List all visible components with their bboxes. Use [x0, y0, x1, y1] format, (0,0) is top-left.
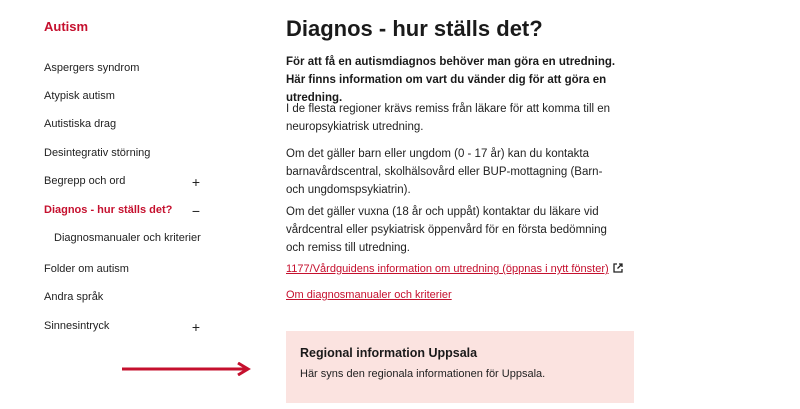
link-diagnosmanualer[interactable]: Om diagnosmanualer och kriterier — [286, 289, 452, 301]
collapse-minus-icon[interactable]: − — [191, 203, 201, 219]
sidebar-subitem-diagnosmanualer[interactable]: Diagnosmanualer och kriterier — [54, 232, 201, 244]
sidebar-item-atypisk-autism[interactable]: Atypisk autism — [44, 90, 115, 102]
lead-paragraph: För att få en autismdiagnos behöver man göra en utredning. Här finns information om vart du vänder dig för att göra en utredning. — [286, 56, 616, 104]
external-link-icon — [613, 263, 623, 273]
sidebar-item-begrepp[interactable]: Begrepp och ord — [44, 175, 126, 187]
sidebar-item-desintegrativ[interactable]: Desintegrativ störning — [44, 147, 151, 159]
body-paragraph: Om det gäller barn eller ungdom (0 - 17 år) kan du kontakta barnavårdscentral, skolhälsovård eller BUP-mottagning (Barn- och ungdomspsykiatrin). — [286, 148, 603, 196]
regional-title: Regional information Uppsala — [300, 346, 478, 360]
sidebar-item-aspergers[interactable]: Aspergers syndrom — [44, 62, 140, 74]
expand-plus-icon[interactable]: + — [191, 319, 201, 335]
expand-plus-icon[interactable]: + — [191, 174, 201, 190]
body-paragraph: I de flesta regioner krävs remiss från läkare för att komma till en neuropsykiatrisk utredning. — [286, 103, 611, 133]
link-label[interactable]: 1177/Vårdguidens information om utredning (öppnas i nytt fönster) — [286, 263, 609, 275]
sidebar-title[interactable]: Autism — [44, 19, 89, 34]
regional-text: Här syns den regionala informationen för Uppsala. — [300, 368, 546, 380]
body-paragraph: Om det gäller vuxna (18 år och uppåt) kontaktar du läkare vid vårdcentral eller psykiatrisk öppenvård för en första bedömning och remiss till utredning. — [286, 206, 607, 254]
arrow-right-icon — [122, 362, 254, 376]
page-title: Diagnos - hur ställs det? — [286, 16, 543, 41]
link-1177-vardguiden[interactable] — [286, 263, 623, 275]
sidebar-item-andra-sprak[interactable]: Andra språk — [44, 291, 104, 303]
sidebar-item-sinnesintryck[interactable]: Sinnesintryck — [44, 320, 110, 332]
sidebar-item-diagnos[interactable]: Diagnos - hur ställs det? — [44, 204, 173, 216]
regional-info-box — [286, 331, 634, 403]
sidebar-item-folder[interactable]: Folder om autism — [44, 263, 129, 275]
sidebar-item-autistiska-drag[interactable]: Autistiska drag — [44, 118, 117, 130]
sidebar-nav — [0, 0, 260, 409]
